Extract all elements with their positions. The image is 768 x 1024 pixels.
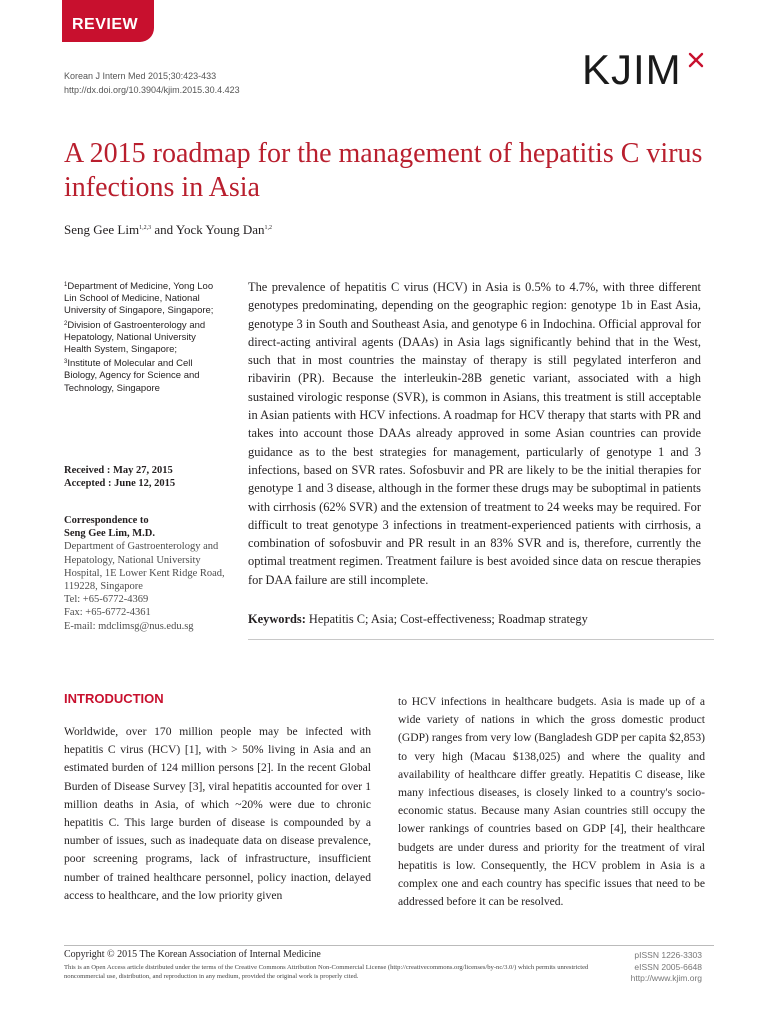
accepted-date: Accepted : June 12, 2015	[64, 478, 176, 489]
journal-citation-block	[64, 69, 240, 97]
correspondence-fax: Fax: +65-6772-4361	[64, 607, 151, 619]
correspondence-tel: Tel: +65-6772-4369	[64, 594, 149, 606]
logo-text: KJIM	[582, 46, 682, 93]
section-label-tab	[62, 0, 154, 42]
issn-block	[600, 950, 702, 985]
correspondence-address: Department of Gastroenterology and Hepatology, National University Hospital, 1E Lower Kent Ridge Road, 119228, Singapore	[64, 541, 225, 593]
pissn: pISSN 1226-3303	[634, 950, 702, 960]
eissn: eISSN 2005-6648	[634, 961, 702, 972]
keywords-label: Keywords:	[248, 612, 306, 626]
abstract-divider	[248, 639, 714, 640]
affiliations	[64, 279, 222, 395]
section-heading: INTRODUCTION	[64, 691, 164, 706]
correspondence-heading: Correspondence to	[64, 515, 149, 526]
body-column-right: to HCV infections in healthcare budgets. Asia is made up of a wide variety of nations in which the gross domestic product (GDP) ranges from very low (Bangladesh GDP per capita $2,853) to very high (Macau $138,025) and where the quality and availability of healthcare differ greatly. Hepatitis C disease, like many infectious diseases, is closely linked to a country's socio-economic status. Because many Asian countries still occupy the lower rankings of countries based on GDP [4], their healthcare budgets are under duress and priority for the treatment of viral hepatitis is low. Consequently, the HCV problem in Asia is a complex one and each country has specific issues that need to be addressed before it can be resolved.	[398, 695, 705, 909]
author-join: and	[151, 222, 176, 237]
correspondence-email[interactable]: E-mail: mdclimsg@nus.edu.sg	[64, 620, 194, 632]
keywords-list: Hepatitis C; Asia; Cost-effectiveness; Roadmap strategy	[305, 612, 588, 626]
kjim-logo	[582, 42, 712, 106]
author-affiliation-sup: 1,2	[264, 225, 273, 231]
affiliation-text: Department of Medicine, Yong Loo Lin School of Medicine, National University of Singapore, Singapore;	[64, 281, 214, 317]
body-column-left: Worldwide, over 170 million people may be infected with hepatitis C virus (HCV) [1], with > 50% living in Asia and an estimated burden of 124 million persons [2]. In the recent Global Burden of Disease Survey [3], viral hepatitis accounted for over 1 million deaths in Asia, of which ~20% were due to chronic hepatitis C. This large burden of disease is compounded by a number of issues, such as inadequate data on disease prevalence, poor screening programs, lack of infrastructure, insufficient number of trained healthcare personnel, policy inaction, delayed access to healthcare, and the low priority given	[64, 725, 371, 902]
journal-website-link[interactable]: http://www.kjim.org	[630, 973, 702, 983]
license-notice: This is an Open Access article distributed under the terms of the Creative Commons Attribution Non-Commercial License (http://creativecommons.org/licenses/by-nc/3.0/) which permits unrestricted noncommercial use, distribution, and reproduction in any medium, provided the original work is properly cited.	[64, 964, 589, 980]
correspondence	[64, 514, 234, 633]
journal-citation: Korean J Intern Med 2015;30:423-433	[64, 71, 217, 81]
affiliation-text: Institute of Molecular and Cell Biology, Agency for Science and Technology, Singapore	[64, 358, 200, 394]
affiliation-sup: 2	[64, 320, 68, 327]
abstract-text: The prevalence of hepatitis C virus (HCV) in Asia is 0.5% to 4.7%, with three different genotypes predominating, depending on the geographic region: genotype 1b in East Asia, genotype 3 in South and Southeast Asia, and genotype 6 in Indochina. Official approval for direct-acting antiviral agents (DAAs) in Asia lags significantly behind that in the West, such that in most countries the mainstay of therapy is still pegylated interferon and ribavirin (PR). Because the interleukin-28B genetic variant, associated with a high sustained virologic response (SVR), is common in Asians, this treatment is still acceptable in Asian patients with HCV infections. A roadmap for HCV therapy that starts with PR and takes into account those DAAs already approved in some Asian countries can provide guidance as to the best strategies for management, particularly of genotype 1 and 3 infections, based on SVR rates. Sofosbuvir and PR are likely to be the initial therapies for genotype 1 and 3 disease, although in the former these drugs may be suboptimal in patients with cirrhosis (62% SVR) and the extension of treatment to 24 weeks may be required. For difficult to treat genotype 3 infections in treatment-experienced patients with cirrhosis, a combination of sofosbuvir and PR result in an 83% SVR and is, therefore, currently the optimal treatment regimen. Treatment failure is best avoided since data on rescue therapies for DAA failure are still incomplete.	[248, 280, 701, 587]
author-line	[64, 222, 272, 238]
article-dates	[64, 464, 175, 490]
affiliation-text: Division of Gastroenterology and Hepatology, National University Health System, Singapore;	[64, 319, 206, 356]
received-date: Received : May 27, 2015	[64, 465, 173, 476]
affiliation-sup: 1	[64, 282, 68, 288]
doi-link[interactable]: http://dx.doi.org/10.3904/kjim.2015.30.4.423	[64, 85, 240, 95]
author-name: Yock Young Dan	[175, 222, 265, 237]
footer-divider	[64, 945, 714, 946]
affiliation-sup: 3	[64, 359, 68, 366]
copyright-notice: Copyright © 2015 The Korean Association of Internal Medicine	[64, 949, 321, 960]
section-label: REVIEW	[72, 16, 139, 33]
logo-cross-icon	[688, 52, 704, 68]
article-title: A 2015 roadmap for the management of hepatitis C virus infections in Asia	[64, 138, 703, 203]
author-name: Seng Gee Lim	[64, 222, 140, 237]
correspondence-name: Seng Gee Lim, M.D.	[64, 528, 155, 540]
author-affiliation-sup: 1,2,3	[139, 225, 152, 231]
keywords	[248, 612, 588, 627]
